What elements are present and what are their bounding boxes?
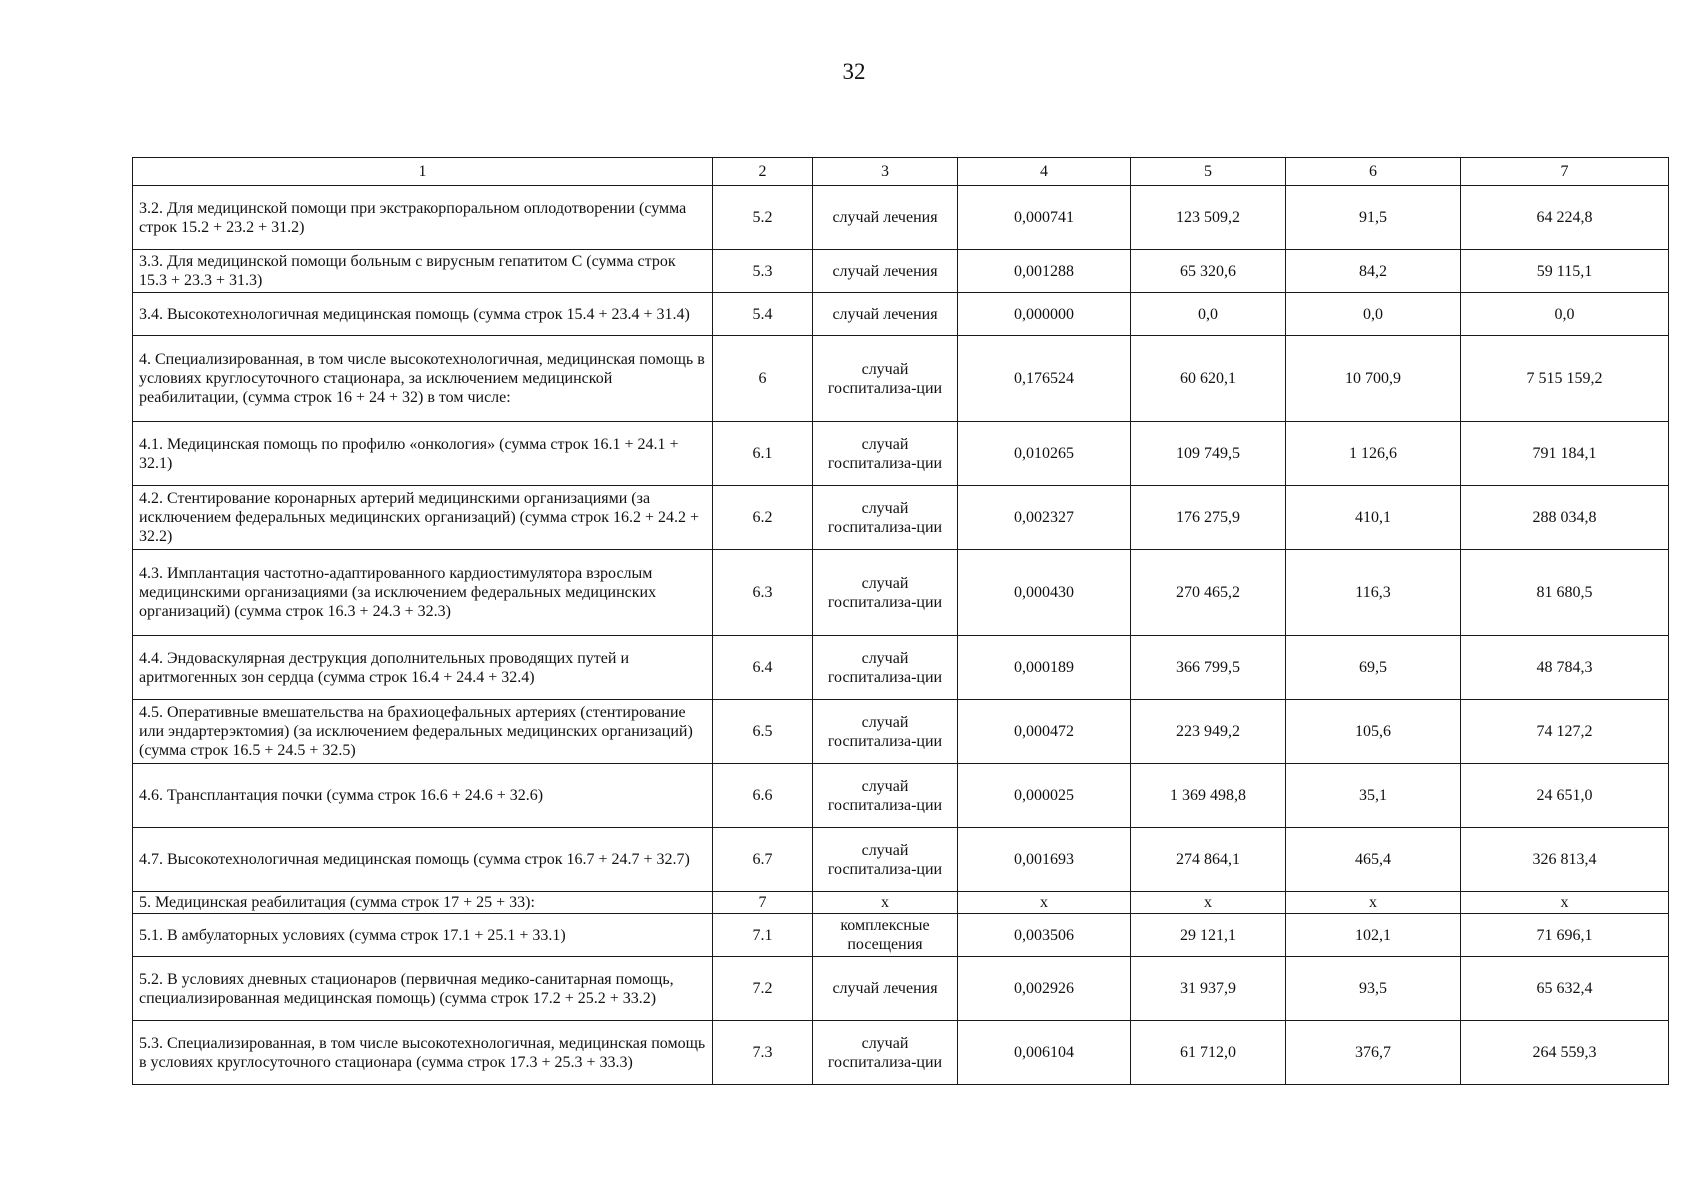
row-total-cell: 74 127,2 [1461,700,1669,764]
row-unit-cell: х [813,892,958,914]
row-norm-cell: 0,000189 [958,636,1131,700]
row-percap-cell: 116,3 [1286,550,1461,636]
table-row [133,636,1669,700]
row-name-cell: 4.3. Имплантация частотно-адаптированного кардиостимулятора взрослым медицинскими организациями (за исключением федеральных медицинских организаций) (сумма строк 16.3 + 24.3 + 32.3) [133,550,713,636]
row-name-cell: 3.4. Высокотехнологичная медицинская помощь (сумма строк 15.4 + 23.4 + 31.4) [133,293,713,336]
row-percap-cell: 69,5 [1286,636,1461,700]
row-norm-cell: 0,000741 [958,186,1131,250]
row-number-cell: 6.4 [713,636,813,700]
row-total-cell: 0,0 [1461,293,1669,336]
page-number: 32 [842,59,866,84]
row-number-cell: 6.6 [713,764,813,828]
table-row [133,336,1669,422]
row-number-cell: 6 [713,336,813,422]
row-cost-cell: 60 620,1 [1131,336,1286,422]
table-row [133,186,1669,250]
row-percap-cell: 410,1 [1286,486,1461,550]
row-number-cell: 6.3 [713,550,813,636]
row-name-cell: 5. Медицинская реабилитация (сумма строк 17 + 25 + 33): [133,892,713,914]
row-norm-cell: 0,000025 [958,764,1131,828]
row-percap-cell: 465,4 [1286,828,1461,892]
row-total-cell: 65 632,4 [1461,957,1669,1021]
row-total-cell: х [1461,892,1669,914]
data-table [132,157,1669,1085]
row-name-cell: 3.3. Для медицинской помощи больным с вирусным гепатитом С (сумма строк 15.3 + 23.3 + 31.3) [133,250,713,293]
table-row [133,422,1669,486]
row-percap-cell: 0,0 [1286,293,1461,336]
row-cost-cell: 1 369 498,8 [1131,764,1286,828]
row-cost-cell: 270 465,2 [1131,550,1286,636]
row-percap-cell: 91,5 [1286,186,1461,250]
header-col-1: 1 [133,158,713,186]
row-number-cell: 6.1 [713,422,813,486]
row-name-cell: 5.3. Специализированная, в том числе высокотехнологичная, медицинская помощь в условиях круглосуточного стационара (сумма строк 17.3 + 25.3 + 33.3) [133,1021,713,1085]
row-unit-cell: случай госпитализа-ции [813,764,958,828]
row-unit-cell: случай лечения [813,186,958,250]
row-norm-cell: 0,176524 [958,336,1131,422]
row-unit-cell: случай госпитализа-ции [813,336,958,422]
row-total-cell: 288 034,8 [1461,486,1669,550]
row-norm-cell: 0,000430 [958,550,1131,636]
row-cost-cell: х [1131,892,1286,914]
table-row [133,1021,1669,1085]
header-col-7: 7 [1461,158,1669,186]
row-name-cell: 5.1. В амбулаторных условиях (сумма строк 17.1 + 25.1 + 33.1) [133,914,713,957]
row-norm-cell: 0,010265 [958,422,1131,486]
row-unit-cell: комплексные посещения [813,914,958,957]
row-percap-cell: 10 700,9 [1286,336,1461,422]
row-unit-cell: случай лечения [813,293,958,336]
header-col-5: 5 [1131,158,1286,186]
row-percap-cell: 376,7 [1286,1021,1461,1085]
row-norm-cell: 0,002926 [958,957,1131,1021]
row-unit-cell: случай госпитализа-ции [813,550,958,636]
row-unit-cell: случай госпитализа-ции [813,422,958,486]
row-norm-cell: 0,001693 [958,828,1131,892]
row-total-cell: 326 813,4 [1461,828,1669,892]
row-total-cell: 81 680,5 [1461,550,1669,636]
row-number-cell: 6.7 [713,828,813,892]
row-percap-cell: 93,5 [1286,957,1461,1021]
row-cost-cell: 366 799,5 [1131,636,1286,700]
row-number-cell: 6.5 [713,700,813,764]
table-row [133,550,1669,636]
row-unit-cell: случай госпитализа-ции [813,636,958,700]
row-norm-cell: 0,000000 [958,293,1131,336]
row-percap-cell: х [1286,892,1461,914]
row-norm-cell: х [958,892,1131,914]
table-body [133,186,1669,1085]
row-cost-cell: 223 949,2 [1131,700,1286,764]
table-row [133,293,1669,336]
header-col-4: 4 [958,158,1131,186]
row-cost-cell: 123 509,2 [1131,186,1286,250]
table-row [133,700,1669,764]
row-percap-cell: 1 126,6 [1286,422,1461,486]
row-norm-cell: 0,003506 [958,914,1131,957]
table-row [133,957,1669,1021]
row-percap-cell: 35,1 [1286,764,1461,828]
table-row [133,828,1669,892]
row-total-cell: 71 696,1 [1461,914,1669,957]
row-name-cell: 3.2. Для медицинской помощи при экстракорпоральном оплодотворении (сумма строк 15.2 + 23.2 + 31.2) [133,186,713,250]
row-number-cell: 5.4 [713,293,813,336]
row-cost-cell: 65 320,6 [1131,250,1286,293]
row-name-cell: 4.6. Трансплантация почки (сумма строк 16.6 + 24.6 + 32.6) [133,764,713,828]
row-name-cell: 5.2. В условиях дневных стационаров (первичная медико-санитарная помощь, специализированная медицинская помощь) (сумма строк 17.2 + 25.2 + 33.2) [133,957,713,1021]
row-name-cell: 4.1. Медицинская помощь по профилю «онкология» (сумма строк 16.1 + 24.1 + 32.1) [133,422,713,486]
row-number-cell: 7.1 [713,914,813,957]
row-cost-cell: 31 937,9 [1131,957,1286,1021]
row-name-cell: 4.7. Высокотехнологичная медицинская помощь (сумма строк 16.7 + 24.7 + 32.7) [133,828,713,892]
row-unit-cell: случай госпитализа-ции [813,1021,958,1085]
row-norm-cell: 0,001288 [958,250,1131,293]
row-cost-cell: 0,0 [1131,293,1286,336]
row-name-cell: 4. Специализированная, в том числе высокотехнологичная, медицинская помощь в условиях круглосуточного стационара, за исключением медицинской реабилитации, (сумма строк 16 + 24 + 32) в том числе: [133,336,713,422]
header-col-2: 2 [713,158,813,186]
table-row [133,914,1669,957]
row-total-cell: 48 784,3 [1461,636,1669,700]
row-percap-cell: 84,2 [1286,250,1461,293]
row-number-cell: 5.3 [713,250,813,293]
row-norm-cell: 0,000472 [958,700,1131,764]
table-row [133,764,1669,828]
row-cost-cell: 176 275,9 [1131,486,1286,550]
row-number-cell: 7 [713,892,813,914]
table-row [133,892,1669,914]
row-number-cell: 7.3 [713,1021,813,1085]
row-total-cell: 264 559,3 [1461,1021,1669,1085]
row-number-cell: 5.2 [713,186,813,250]
row-percap-cell: 105,6 [1286,700,1461,764]
header-col-6: 6 [1286,158,1461,186]
table-row [133,486,1669,550]
row-unit-cell: случай лечения [813,957,958,1021]
row-percap-cell: 102,1 [1286,914,1461,957]
row-number-cell: 6.2 [713,486,813,550]
row-name-cell: 4.4. Эндоваскулярная деструкция дополнительных проводящих путей и аритмогенных зон сердца (сумма строк 16.4 + 24.4 + 32.4) [133,636,713,700]
row-total-cell: 7 515 159,2 [1461,336,1669,422]
row-number-cell: 7.2 [713,957,813,1021]
row-total-cell: 64 224,8 [1461,186,1669,250]
row-name-cell: 4.2. Стентирование коронарных артерий медицинскими организациями (за исключением федеральных медицинских организаций) (сумма строк 16.2 + 24.2 + 32.2) [133,486,713,550]
header-row [133,158,1669,186]
row-norm-cell: 0,006104 [958,1021,1131,1085]
row-unit-cell: случай госпитализа-ции [813,486,958,550]
table-row [133,250,1669,293]
row-total-cell: 24 651,0 [1461,764,1669,828]
row-cost-cell: 61 712,0 [1131,1021,1286,1085]
header-col-3: 3 [813,158,958,186]
row-unit-cell: случай госпитализа-ции [813,700,958,764]
row-total-cell: 791 184,1 [1461,422,1669,486]
row-unit-cell: случай госпитализа-ции [813,828,958,892]
row-total-cell: 59 115,1 [1461,250,1669,293]
row-unit-cell: случай лечения [813,250,958,293]
row-name-cell: 4.5. Оперативные вмешательства на брахиоцефальных артериях (стентирование или эндартерэктомия) (за исключением федеральных медицинских организаций) (сумма строк 16.5 + 24.5 + 32.5) [133,700,713,764]
row-norm-cell: 0,002327 [958,486,1131,550]
row-cost-cell: 274 864,1 [1131,828,1286,892]
row-cost-cell: 29 121,1 [1131,914,1286,957]
row-cost-cell: 109 749,5 [1131,422,1286,486]
